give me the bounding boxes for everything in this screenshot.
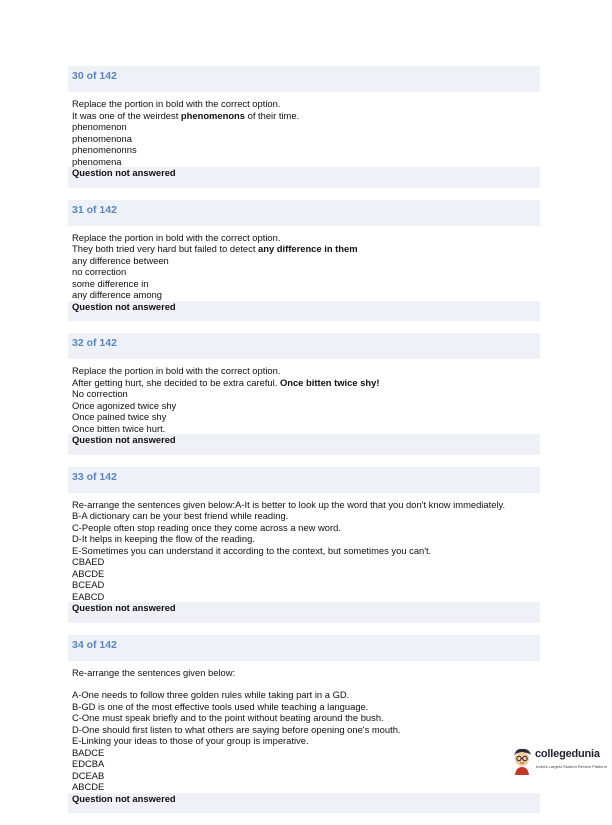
sentence-item: E-Linking your ideas to those of your group is imperative.: [72, 735, 309, 746]
question-prompt: Re-arrange the sentences given below:A-It is better to look up the word that you don't know immediately.: [72, 498, 506, 510]
mascot-icon: [510, 746, 534, 776]
answer-option[interactable]: EDCBA: [72, 758, 105, 769]
answer-status: Question not answered: [68, 793, 540, 814]
question-body: [68, 661, 540, 793]
sentence-post: of their time.: [245, 109, 300, 121]
sentence-item: B-GD is one of the most effective tools used while teaching a language.: [72, 700, 369, 712]
question-block: [68, 467, 540, 623]
answer-option[interactable]: no correction: [72, 266, 127, 277]
answer-option[interactable]: any difference between: [72, 254, 169, 266]
question-counter: 33 of 142: [68, 467, 540, 493]
question-prompt: Replace the portion in bold with the correct option.: [72, 98, 281, 109]
answer-option[interactable]: some difference in: [72, 277, 149, 289]
answer-option[interactable]: DCEAB: [72, 769, 105, 781]
question-sentence: [72, 377, 536, 389]
answer-option[interactable]: Once agonized twice shy: [72, 399, 177, 411]
question-block: [68, 333, 540, 455]
question-sentence: [72, 243, 536, 255]
sentence-item: A-One needs to follow three golden rules while taking part in a GD.: [72, 689, 350, 700]
question-body: [68, 493, 540, 603]
question-counter: 30 of 142: [68, 66, 540, 92]
sentence-pre: After getting hurt, she decided to be extra careful.: [72, 376, 280, 388]
sentence-item: C-One must speak briefly and to the point without beating around the bush.: [72, 712, 384, 723]
answer-status: Question not answered: [68, 602, 540, 623]
answer-option[interactable]: ABCDE: [72, 567, 105, 579]
question-block: [68, 200, 540, 322]
question-counter: 31 of 142: [68, 200, 540, 226]
sentence-bold: any difference in them: [258, 243, 358, 254]
question-block: [68, 66, 540, 188]
sentence-item: B-A dictionary can be your best friend while reading.: [72, 510, 289, 521]
answer-option[interactable]: phenomena: [72, 155, 122, 167]
sentence-pre: It was one of the weirdest: [72, 109, 181, 121]
sentence-item: D-It helps in keeping the flow of the reading.: [72, 533, 255, 544]
sentence-item: C-People often stop reading once they come across a new word.: [72, 521, 341, 533]
answer-option[interactable]: CBAED: [72, 556, 105, 567]
logo-name: collegedunia: [535, 748, 600, 760]
question-body: [68, 359, 540, 434]
question-counter: 32 of 142: [68, 333, 540, 359]
answer-option[interactable]: Once pained twice shy: [72, 411, 167, 422]
answer-option[interactable]: phenomenon: [72, 121, 127, 132]
answer-status: Question not answered: [68, 434, 540, 455]
answer-option[interactable]: EABCD: [72, 590, 105, 602]
question-list: [68, 66, 540, 825]
answer-option[interactable]: phenomenona: [72, 132, 132, 144]
answer-option[interactable]: Once bitten twice hurt.: [72, 422, 166, 434]
logo-tagline: India's Largest Student Review Platform: [536, 764, 608, 769]
question-body: [68, 92, 540, 167]
answer-option[interactable]: phenomenonns: [72, 144, 137, 155]
question-counter: 34 of 142: [68, 635, 540, 661]
sentence-item: D-One should first listen to what others are saying before opening one's mouth.: [72, 723, 401, 735]
answer-option[interactable]: ABCDE: [72, 781, 105, 792]
answer-option[interactable]: No correction: [72, 388, 128, 399]
sentence-bold: phenomenons: [180, 109, 245, 121]
question-body: [68, 226, 540, 301]
collegedunia-logo[interactable]: [510, 742, 612, 784]
answer-option[interactable]: any difference among: [72, 289, 162, 300]
question-prompt: Re-arrange the sentences given below:: [72, 666, 236, 678]
sentence-bold: Once bitten twice shy!: [279, 376, 380, 388]
answer-status: Question not answered: [68, 167, 540, 188]
spacer: [72, 678, 536, 689]
question-sentence: [72, 110, 536, 122]
answer-status: Question not answered: [68, 301, 540, 322]
question-prompt: Replace the portion in bold with the correct option.: [72, 231, 281, 243]
answer-option[interactable]: BADCE: [72, 746, 105, 758]
answer-option[interactable]: BCEAD: [72, 579, 105, 590]
question-prompt: Replace the portion in bold with the correct option.: [72, 365, 281, 376]
sentence-item: E-Sometimes you can understand it according to the context, but sometimes you can't.: [72, 544, 432, 556]
sentence-pre: They both tried very hard but failed to detect: [72, 243, 259, 254]
question-block: [68, 635, 540, 814]
